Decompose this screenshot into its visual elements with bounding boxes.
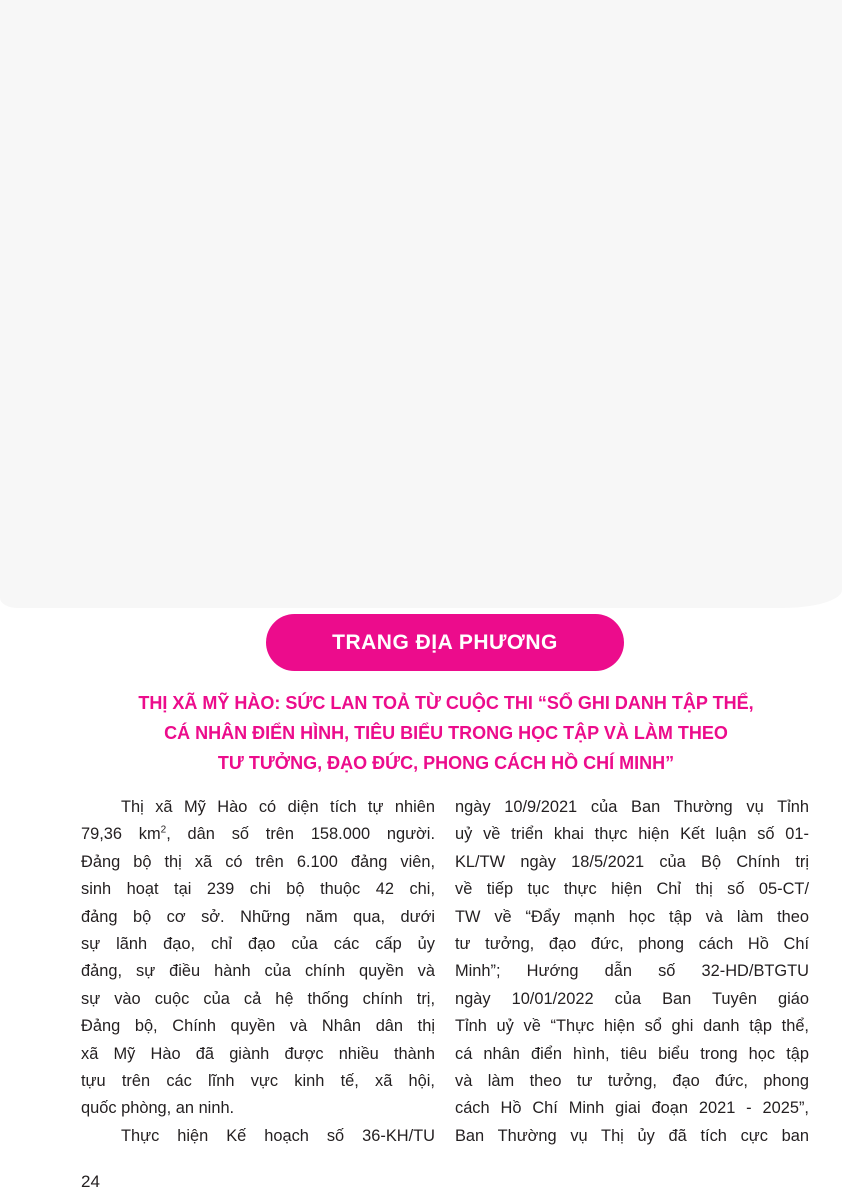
- article-headline: [60, 688, 832, 778]
- text-line: sinh hoạt tại 239 chi bộ thuộc 42 chi,: [81, 880, 435, 899]
- text-line: KL/TW ngày 18/5/2021 của Bộ Chính trị: [455, 852, 809, 871]
- headline-line: THỊ XÃ MỸ HÀO: SỨC LAN TOẢ TỪ CUỘC THI “SỔ GHI DANH TẬP THỂ,: [138, 693, 754, 713]
- text-line: về tiếp tục thực hiện Chỉ thị số 05-CT/: [455, 880, 809, 899]
- text-line: [81, 821, 435, 848]
- text-line: Thị xã Mỹ Hào có diện tích tự nhiên: [121, 798, 435, 816]
- text-line: Minh”; Hướng dẫn số 32-HD/BTGTU: [455, 962, 809, 981]
- article-column-right: [455, 794, 809, 1150]
- text-line: Thực hiện Kế hoạch số 36-KH/TU: [121, 1126, 435, 1145]
- text-line: sự lãnh đạo, chỉ đạo của các cấp ủy: [81, 935, 435, 954]
- text-line: Ban Thường vụ Thị ủy đã tích cực ban: [455, 1126, 809, 1145]
- text-fragment: , dân số trên 158.000 người.: [166, 825, 435, 844]
- text-line: đảng bộ cơ sở. Những năm qua, dưới: [81, 907, 435, 926]
- text-fragment: 79,36 km: [81, 825, 161, 844]
- text-line: quốc phòng, an ninh.: [81, 1099, 235, 1118]
- page-number: 24: [81, 1172, 100, 1191]
- text-line: sự vào cuộc của cả hệ thống chính trị,: [81, 989, 435, 1008]
- text-line: TW về “Đẩy mạnh học tập và làm theo: [455, 907, 809, 926]
- text-line: cách Hồ Chí Minh giai đoạn 2021 - 2025”,: [455, 1099, 809, 1118]
- article-column-left: [81, 794, 435, 1150]
- section-banner-label: TRANG ĐỊA PHƯƠNG: [332, 630, 558, 654]
- superscript: 2: [160, 824, 167, 836]
- text-line: tư tưởng, đạo đức, phong cách Hồ Chí: [455, 935, 809, 954]
- headline-line: CÁ NHÂN ĐIỂN HÌNH, TIÊU BIỂU TRONG HỌC TẬP VÀ LÀM THEO: [164, 723, 728, 743]
- text-line: Đảng bộ, Chính quyền và Nhân dân thị: [81, 1017, 435, 1036]
- text-line: và làm theo tư tưởng, đạo đức, phong: [455, 1072, 809, 1091]
- text-line: ngày 10/01/2022 của Ban Tuyên giáo: [455, 989, 809, 1008]
- headline-line: TƯ TƯỞNG, ĐẠO ĐỨC, PHONG CÁCH HỒ CHÍ MINH”: [217, 753, 675, 773]
- text-line: Tỉnh uỷ về “Thực hiện sổ ghi danh tập thể,: [455, 1017, 809, 1036]
- text-line: uỷ về triển khai thực hiện Kết luận số 01-: [455, 825, 809, 844]
- text-line: ngày 10/9/2021 của Ban Thường vụ Tỉnh: [455, 798, 809, 816]
- text-line: xã Mỹ Hào đã giành được nhiều thành: [81, 1044, 435, 1063]
- text-line: tựu trên các lĩnh vực kinh tế, xã hội,: [81, 1072, 435, 1091]
- text-line: đảng, sự điều hành của chính quyền và: [81, 962, 435, 981]
- text-line: cá nhân điển hình, tiêu biểu trong học tập: [455, 1044, 809, 1063]
- text-line: Đảng bộ thị xã có trên 6.100 đảng viên,: [81, 852, 435, 871]
- section-banner: [266, 614, 624, 671]
